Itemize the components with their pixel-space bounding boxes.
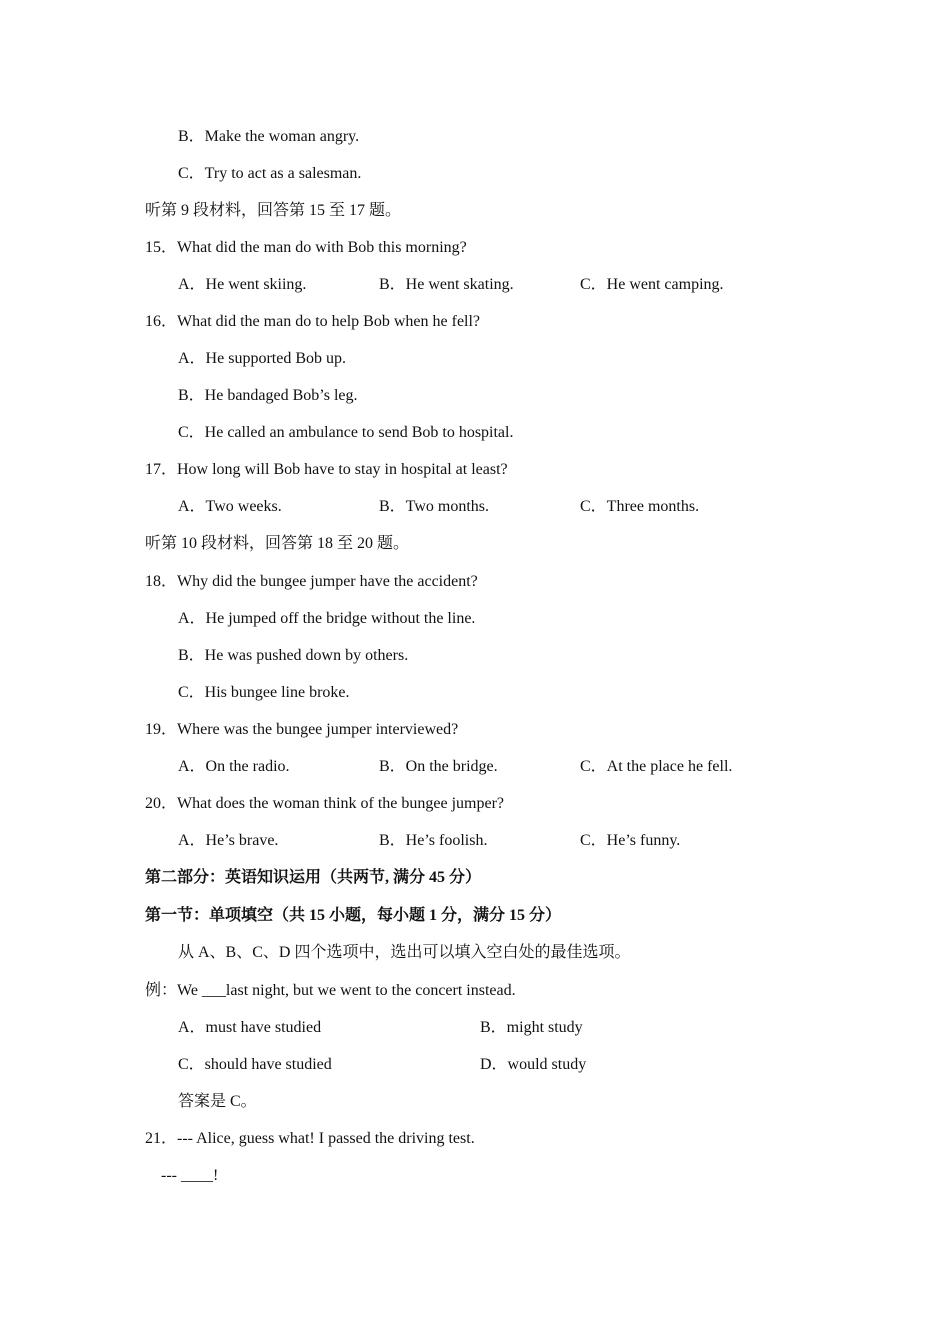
q18-option-c: C．His bungee line broke. — [178, 684, 350, 701]
q20-option-b: B．He’s foolish. — [379, 832, 488, 849]
q14-option-b: B．Make the woman angry. — [178, 128, 360, 145]
q16-option-a: A．He supported Bob up. — [178, 350, 346, 367]
example-question: 例：We ___last night, but we went to the concert instead. — [145, 982, 516, 999]
q17-option-c: C．Three months. — [580, 498, 700, 515]
q19-option-b: B．On the bridge. — [379, 758, 498, 775]
q14-option-c: C．Try to act as a salesman. — [178, 165, 362, 182]
example-option-b: B．might study — [480, 1019, 583, 1036]
q18-option-a: A．He jumped off the bridge without the line. — [178, 610, 476, 627]
q16-option-b: B．He bandaged Bob’s leg. — [178, 387, 358, 404]
section-1-heading: 第一节：单项填空（共 15 小题，每小题 1 分，满分 15 分） — [145, 907, 562, 924]
question-20: 20．What does the woman think of the bungee jumper? — [145, 795, 505, 812]
example-option-d: D．would study — [480, 1056, 587, 1073]
part-2-heading: 第二部分：英语知识运用（共两节, 满分 45 分） — [145, 869, 482, 886]
q19-option-a: A．On the radio. — [178, 758, 290, 775]
q20-option-c: C．He’s funny. — [580, 832, 681, 849]
q15-option-a: A．He went skiing. — [178, 276, 307, 293]
q15-option-b: B．He went skating. — [379, 276, 514, 293]
question-15: 15．What did the man do with Bob this morning? — [145, 239, 467, 256]
section-instruction: 从 A、B、C、D 四个选项中，选出可以填入空白处的最佳选项。 — [178, 944, 631, 961]
section-10-instruction: 听第 10 段材料，回答第 18 至 20 题。 — [145, 535, 410, 552]
q19-option-c: C．At the place he fell. — [580, 758, 733, 775]
example-option-a: A．must have studied — [178, 1019, 322, 1036]
q16-option-c: C．He called an ambulance to send Bob to hospital. — [178, 424, 514, 441]
question-21: 21．--- Alice, guess what! I passed the driving test. — [145, 1130, 475, 1147]
q20-option-a: A．He’s brave. — [178, 832, 279, 849]
question-19: 19．Where was the bungee jumper interviewed? — [145, 721, 459, 738]
question-17: 17．How long will Bob have to stay in hospital at least? — [145, 461, 508, 478]
q17-option-a: A．Two weeks. — [178, 498, 282, 515]
q18-option-b: B．He was pushed down by others. — [178, 647, 409, 664]
question-16: 16．What did the man do to help Bob when he fell? — [145, 313, 481, 330]
question-18: 18．Why did the bungee jumper have the accident? — [145, 573, 478, 590]
example-option-c: C．should have studied — [178, 1056, 332, 1073]
example-answer: 答案是 C。 — [178, 1093, 257, 1110]
section-9-instruction: 听第 9 段材料，回答第 15 至 17 题。 — [145, 202, 402, 219]
question-21-response: --- ____! — [161, 1167, 219, 1184]
q15-option-c: C．He went camping. — [580, 276, 724, 293]
q17-option-b: B．Two months. — [379, 498, 490, 515]
